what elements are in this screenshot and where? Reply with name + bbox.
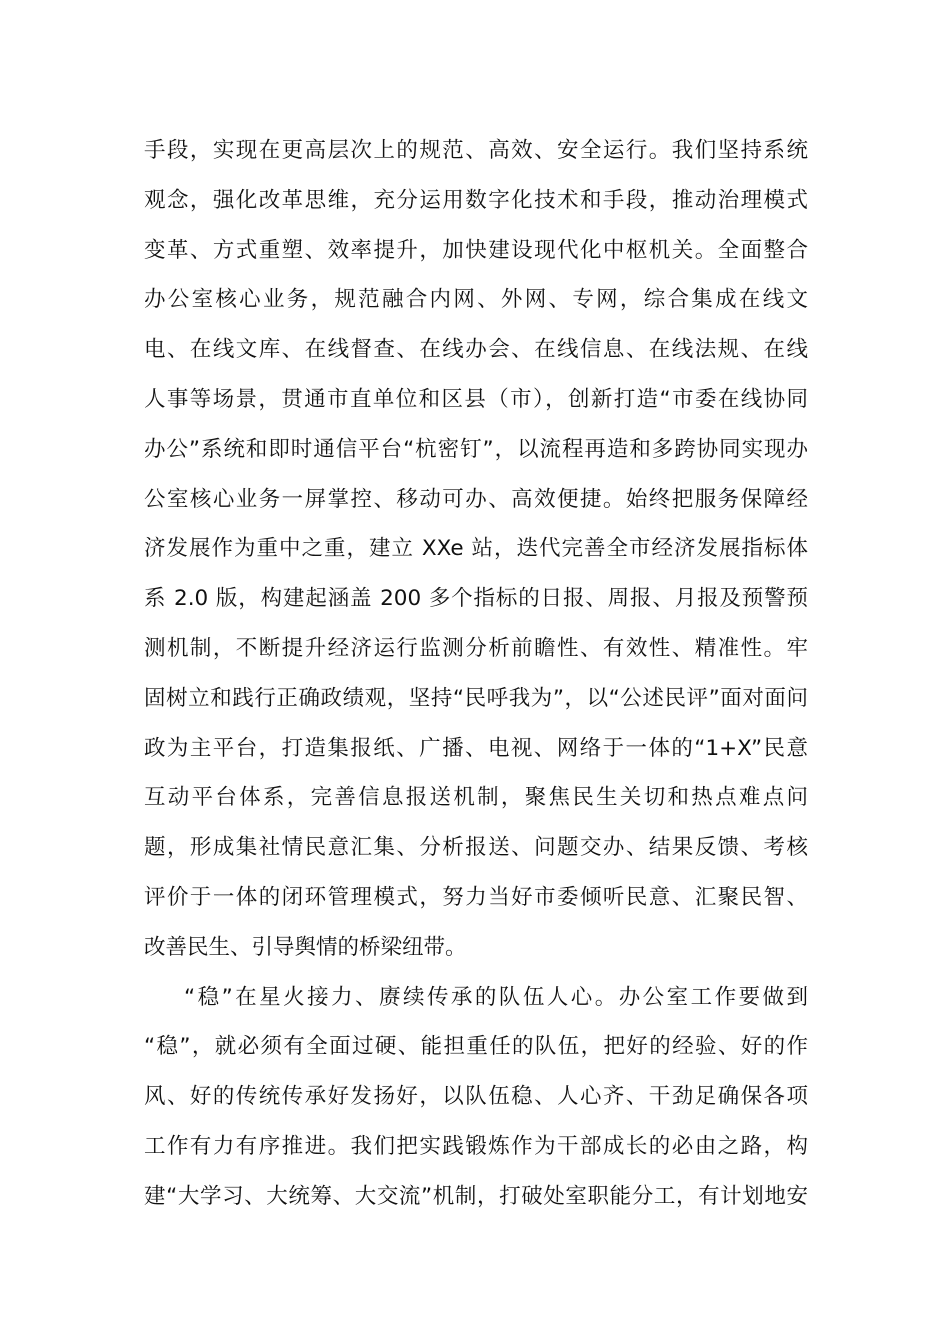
paragraph-end-line: 改善民生、引导舆情的桥梁纽带。 bbox=[144, 934, 467, 960]
text-line: 人事等场景，贯通市直单位和区县（市），创新打造“市委在线协同 bbox=[144, 386, 808, 412]
text-line: 变革、方式重塑、效率提升，加快建设现代化中枢机关。全面整合 bbox=[144, 237, 808, 263]
paragraph-start-line: “稳”在星火接力、赓续传承的队伍人心。办公室工作要做到 bbox=[184, 984, 808, 1010]
text-line: 济发展作为重中之重，建立 XXe 站，迭代完善全市经济发展指标体 bbox=[144, 536, 808, 562]
text-line: 电、在线文库、在线督查、在线办会、在线信息、在线法规、在线 bbox=[144, 337, 808, 363]
text-line: 工作有力有序推进。我们把实践锻炼作为干部成长的必由之路，构 bbox=[144, 1133, 808, 1159]
text-line: 政为主平台，打造集报纸、广播、电视、网络于一体的“1+X”民意 bbox=[144, 735, 808, 761]
text-line: 固树立和践行正确政绩观，坚持“民呼我为”，以“公述民评”面对面问 bbox=[144, 685, 808, 711]
text-line: 办公”系统和即时通信平台“杭密钉”，以流程再造和多跨协同实现办 bbox=[144, 436, 808, 462]
text-line: 公室核心业务一屏掌控、移动可办、高效便捷。始终把服务保障经 bbox=[144, 486, 808, 512]
text-line: 测机制，不断提升经济运行监测分析前瞻性、有效性、精准性。牢 bbox=[144, 635, 808, 661]
document-body bbox=[144, 126, 808, 1222]
text-line: 风、好的传统传承好发扬好，以队伍稳、人心齐、干劲足确保各项 bbox=[144, 1084, 808, 1110]
text-line: 互动平台体系，完善信息报送机制，聚焦民生关切和热点难点问 bbox=[144, 785, 808, 811]
text-line: 观念，强化改革思维，充分运用数字化技术和手段，推动治理模式 bbox=[144, 187, 808, 213]
text-line: 办公室核心业务，规范融合内网、外网、专网，综合集成在线文 bbox=[144, 287, 808, 313]
text-line: “稳”，就必须有全面过硬、能担重任的队伍，把好的经验、好的作 bbox=[144, 1034, 808, 1060]
text-line: 建“大学习、大统筹、大交流”机制，打破处室职能分工，有计划地安 bbox=[144, 1183, 808, 1209]
text-line: 评价于一体的闭环管理模式，努力当好市委倾听民意、汇聚民智、 bbox=[144, 884, 808, 910]
text-line: 题，形成集社情民意汇集、分析报送、问题交办、结果反馈、考核 bbox=[144, 835, 808, 861]
text-line: 系 2.0 版，构建起涵盖 200 多个指标的日报、周报、月报及预警预 bbox=[144, 586, 808, 612]
text-line: 手段，实现在更高层次上的规范、高效、安全运行。我们坚持系统 bbox=[144, 138, 808, 163]
